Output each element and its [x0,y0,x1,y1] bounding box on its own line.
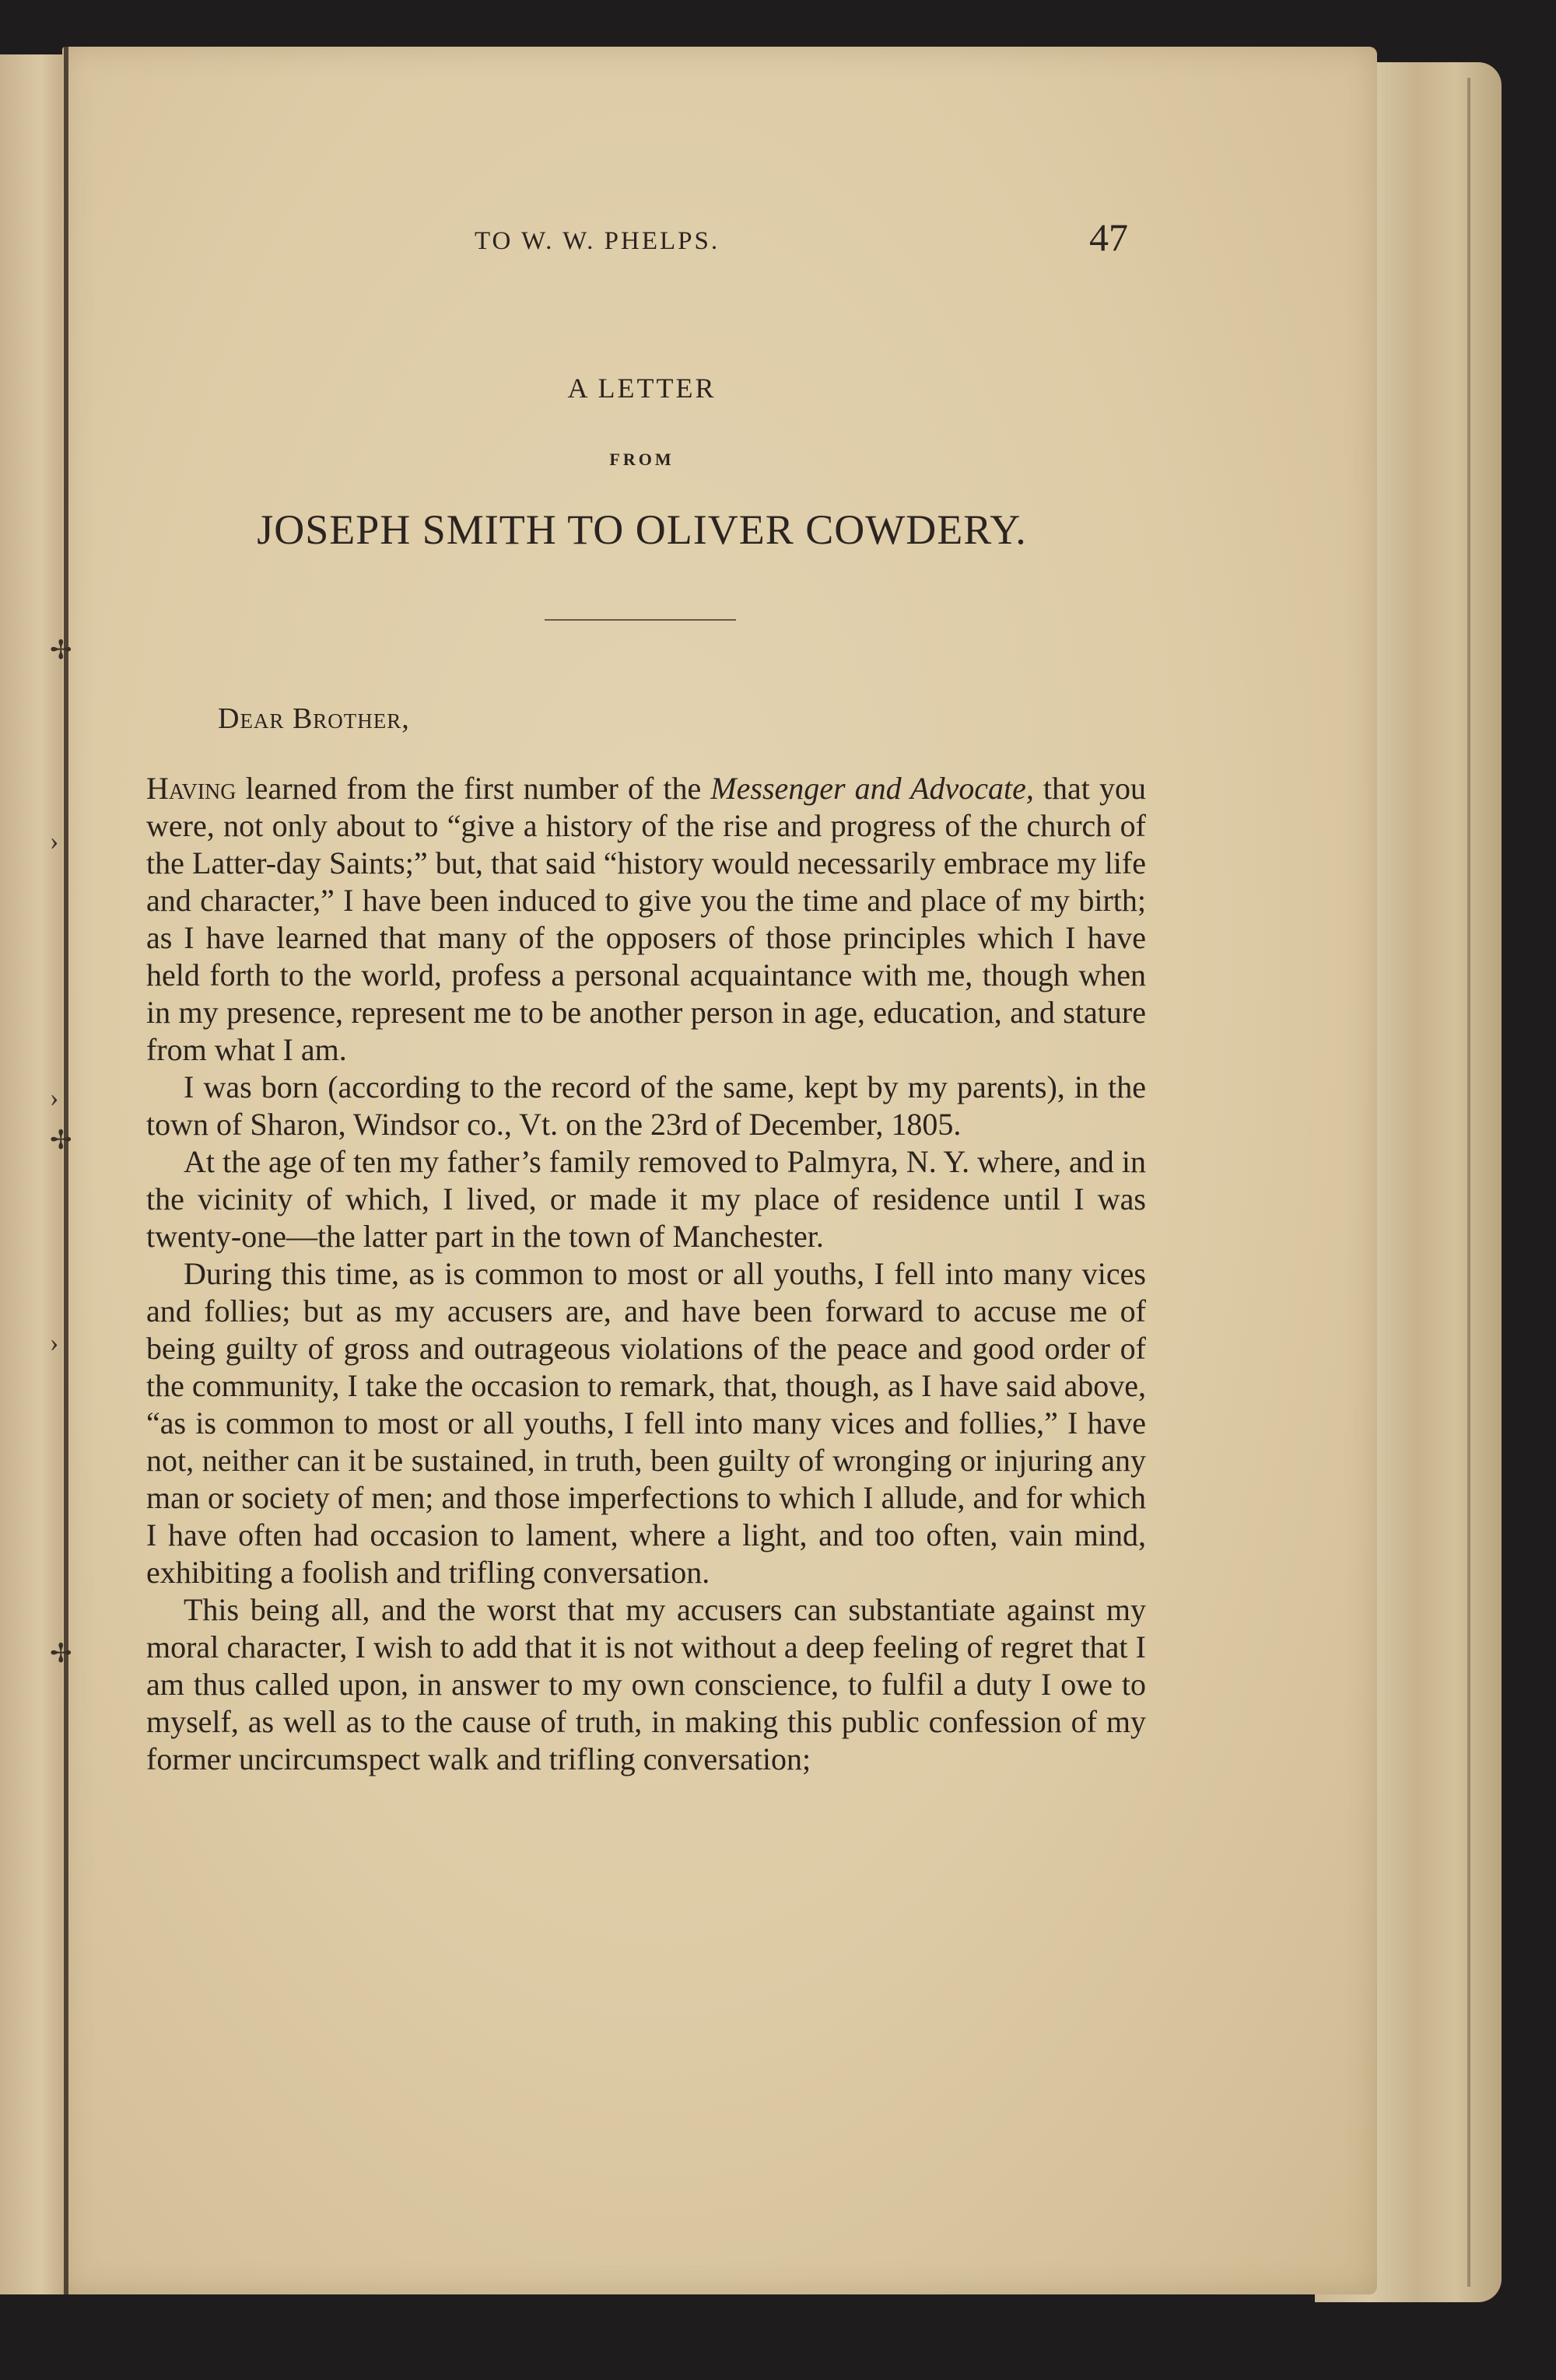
title-line-1: A LETTER [567,373,717,404]
paragraph-3: At the age of ten my father’s family removed to Palmyra, N. Y. where, and in the vicinity of which, I lived, or made it my place of residence until I was twenty-one—the latter part in the town of Manchester. [146,1144,1146,1254]
paragraph-1-post: that you were, not only about to “give a history of the rise and progress of the church of the Latter-day Saints;” but, that said “history would necessarily embrace my life and character,” I have been induced to give you the time and place of my birth; as I have learned that many of the opposers of those principles which I have held forth to the world, profess a personal acquaintance with me, though when in my presence, represent me to be another person in age, education, and stature from what I am. [146,771,1146,1067]
letter-body [146,770,1146,1778]
salutation [218,702,410,736]
paragraph-5: This being all, and the worst that my accusers can substantiate against my moral character, I wish to add that it is not without a deep feeling of regret that I am thus called upon, in answer to my own conscience, to fulfil a duty I owe to myself, as well as to the cause of truth, in making this public confession of my former uncircumspect walk and trifling conversation; [146,1592,1146,1776]
binding-stitch: › [50,1083,59,1112]
binding-stitch: ✢ [50,1126,72,1155]
paragraph-2: I was born (according to the record of the same, kept by my parents), in the town of Sharon, Windsor co., Vt. on the 23rd of December, 1805. [146,1069,1146,1142]
title-rule [545,619,736,621]
binding-stitch: ✢ [50,1640,72,1668]
binding-stitch: › [50,827,59,856]
paragraph-4: During this time, as is common to most or all youths, I fell into many vices and follies; but as my accusers are, and have been forward to accuse me of being guilty of gross and outrageous violations of the peace and good order of the community, I take the occasion to remark, that, though, as I have said above, “as is common to most or all youths, I fell into many vices and follies,” I have not, neither can it be sustained, in truth, been guilty of wronging or injuring any man or society of men; and those imperfections to which I allude, and for which I have often had occasion to lament, where a light, and too often, vain mind, exhibiting a foolish and trifling conversation. [146,1256,1146,1590]
salutation-text: Dear Brother, [218,702,410,735]
title-line-2: FROM [609,450,675,469]
paragraph-1-italic: Messenger and Advocate, [710,771,1034,806]
page-number: 47 [1089,215,1128,259]
title-main: JOSEPH SMITH TO OLIVER COWDERY. [257,506,1027,553]
running-head: TO W. W. PHELPS. [475,227,720,255]
binding-stitch: ✢ [50,636,72,665]
paragraph-1 [146,770,1146,1069]
binding-stitch: › [50,1328,59,1357]
paragraph-1-lead: Having [146,771,237,806]
paragraph-1-pre: learned from the first number of the [236,771,711,806]
